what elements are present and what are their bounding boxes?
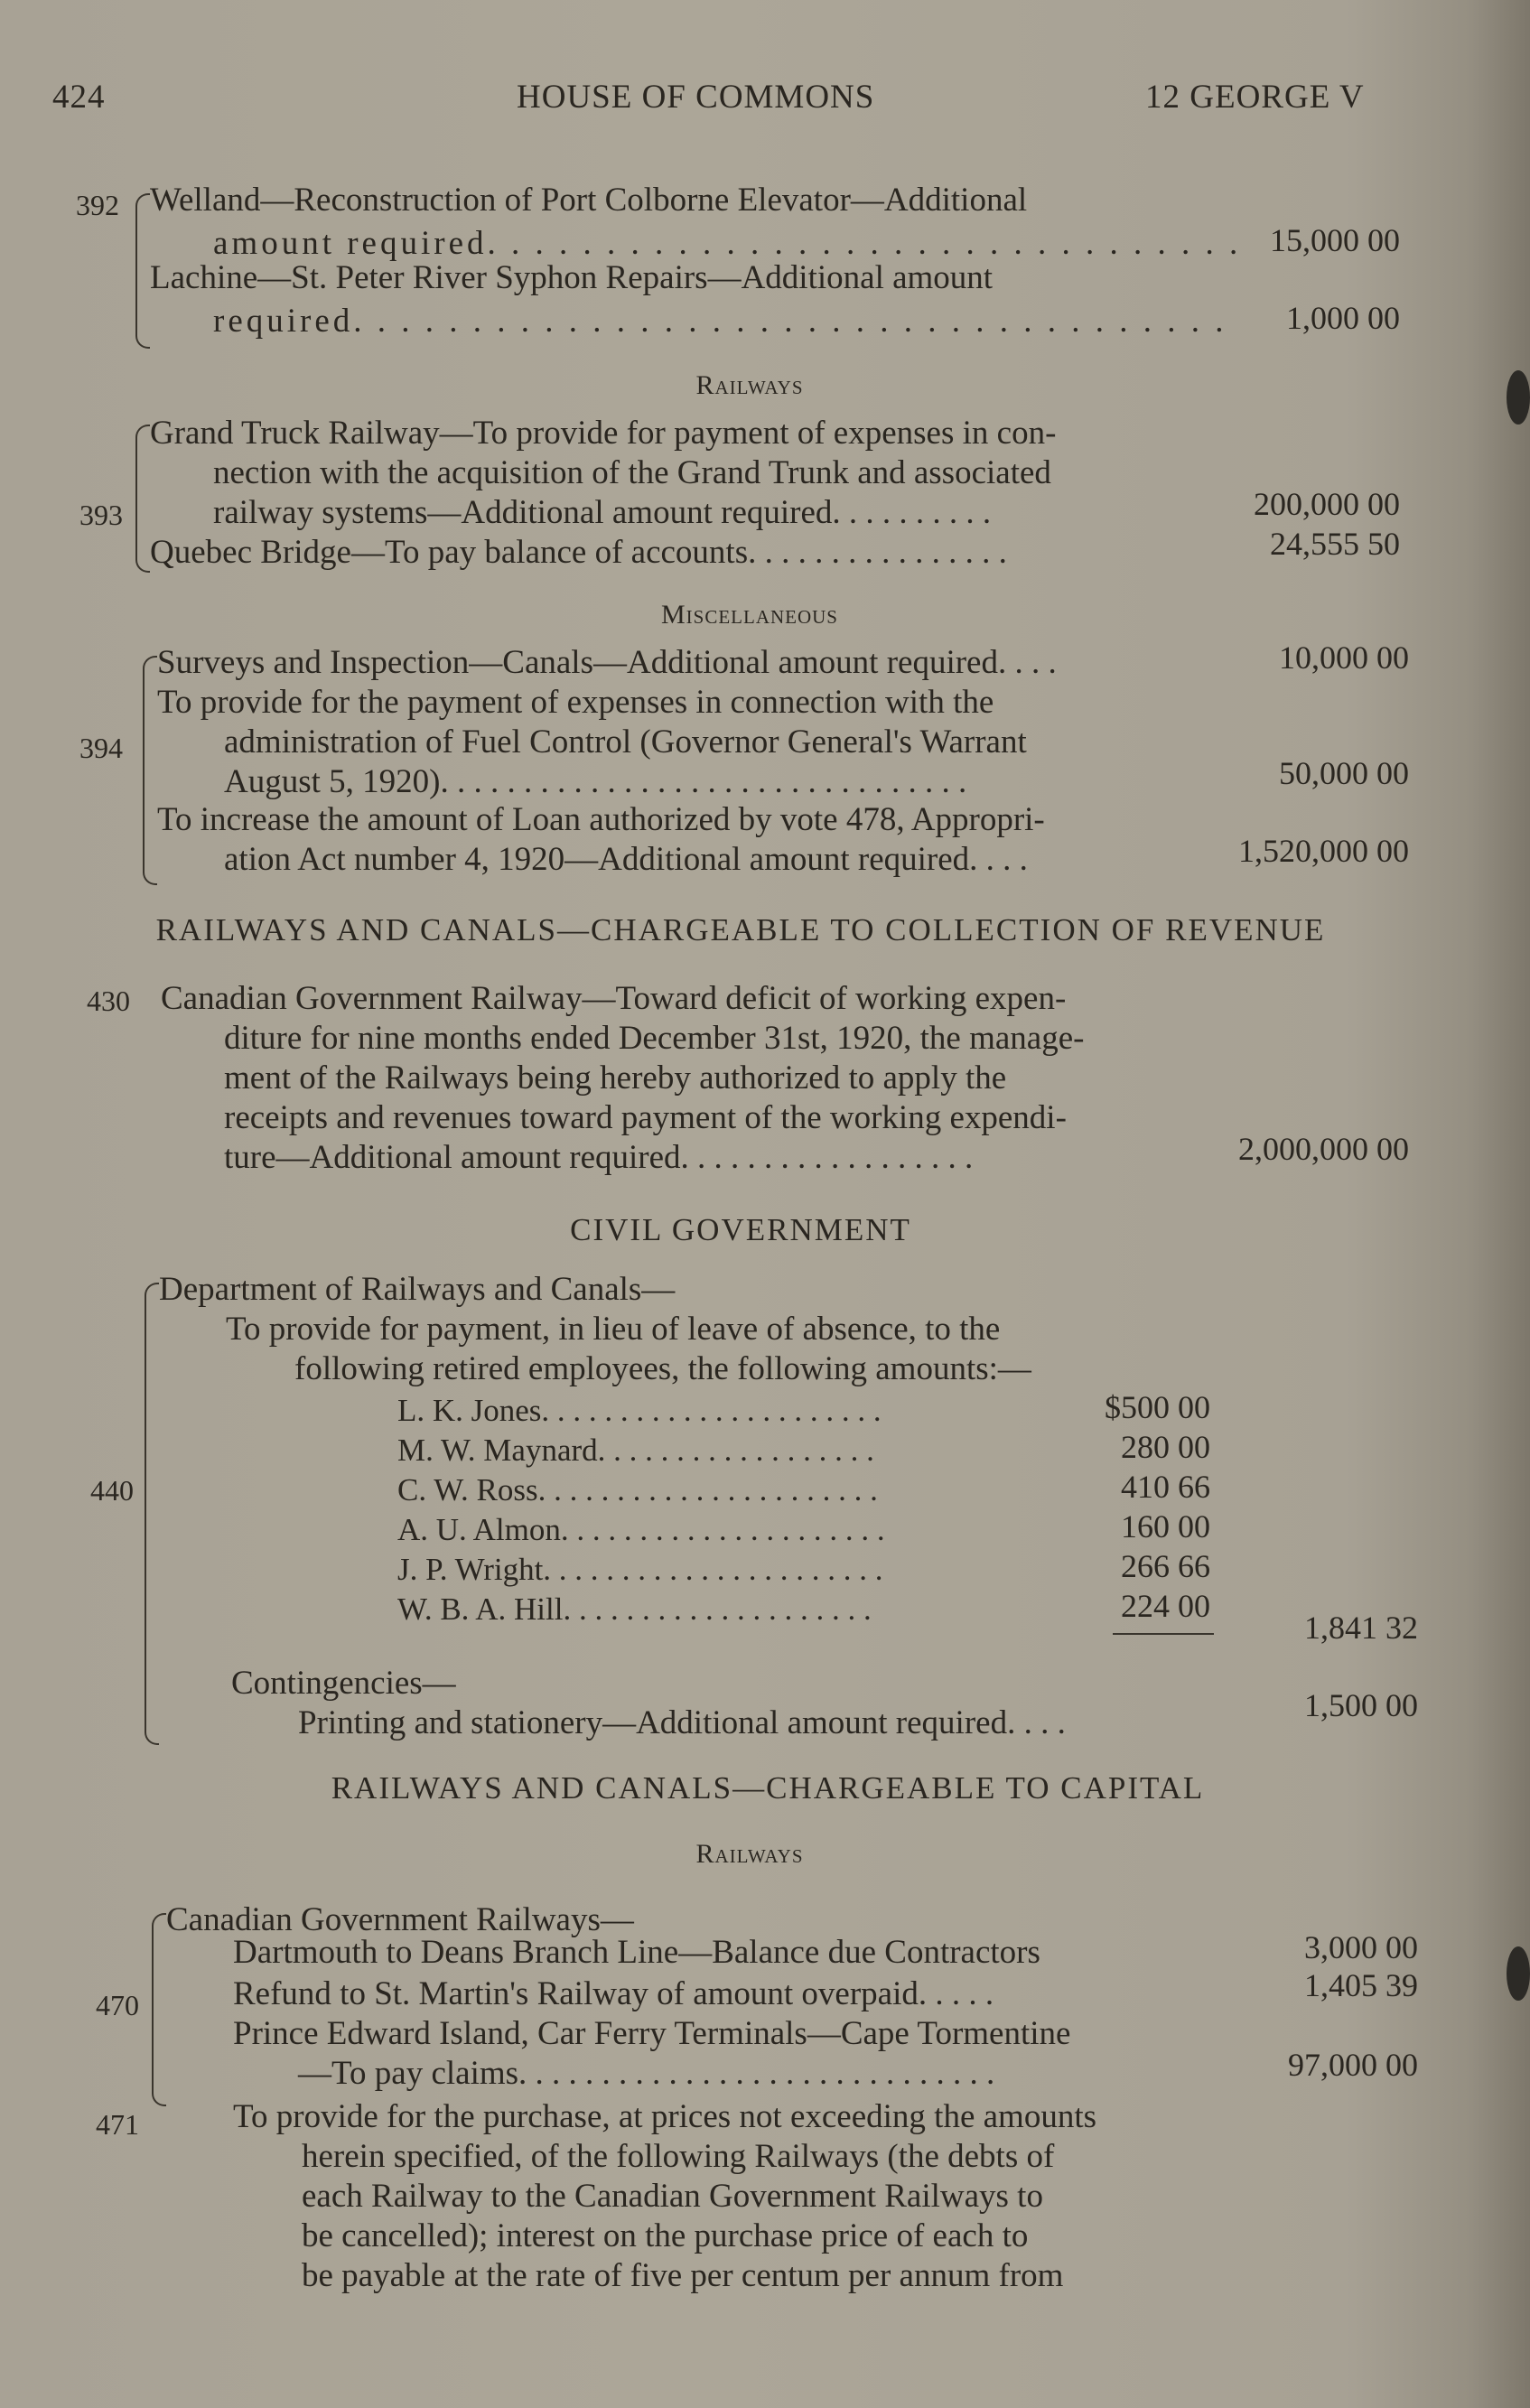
item-393-1-line3: railway systems—Additional amount required. . . . . . . . . .: [213, 494, 992, 531]
employee-amount-4: 160 00: [1121, 1508, 1210, 1545]
vote-number-470: 470: [96, 1989, 139, 2021]
item-393-1-line2: nection with the acquisition of the Grand Trunk and associated: [213, 454, 1051, 491]
vote-number-430: 430: [87, 985, 130, 1017]
item-430-line1: Canadian Government Railway—Toward deficit of working expen-: [161, 980, 1067, 1017]
amount-394-3: 1,520,000 00: [1238, 833, 1409, 869]
item-394-2-line3: August 5, 1920). . . . . . . . . . . . . . . . . . . . . . . . . . . . . . . .: [224, 763, 967, 800]
vote-number-393: 393: [79, 499, 123, 531]
rc-revenue-heading: RAILWAYS AND CANALS—CHARGEABLE TO COLLECTION OF REVENUE: [155, 912, 1326, 947]
item-471-line5: be payable at the rate of five per centum per annum from: [302, 2257, 1064, 2294]
brace-394: [143, 656, 157, 885]
railways-heading-2: Railways: [695, 1839, 804, 1869]
brace-470: [152, 1913, 166, 2106]
item-392-1-line2: amount required. . . . . . . . . . . . . . . . . . . . . . . . . . . . . . . .: [213, 225, 1242, 262]
employee-name-6: W. B. A. Hill. . . . . . . . . . . . . . . . . . . .: [397, 1591, 872, 1627]
reign-label: 12 GEORGE V: [1145, 79, 1365, 116]
employee-amount-6: 224 00: [1121, 1588, 1210, 1624]
item-471-line4: be cancelled); interest on the purchase price of each to: [302, 2217, 1029, 2254]
employee-amount-3: 410 66: [1121, 1469, 1210, 1505]
brace-392: [135, 193, 150, 349]
brace-393: [135, 425, 150, 573]
amount-394-2: 50,000 00: [1279, 755, 1409, 791]
vote-number-392: 392: [76, 189, 119, 221]
employee-name-5: J. P. Wright. . . . . . . . . . . . . . . . . . . . . .: [397, 1552, 883, 1587]
vote-number-440: 440: [90, 1474, 134, 1507]
employee-name-2: M. W. Maynard. . . . . . . . . . . . . . . . . .: [397, 1433, 874, 1468]
item-470-3-line2: —To pay claims. . . . . . . . . . . . . . . . . . . . . . . . . . . . .: [298, 2055, 995, 2092]
item-392-2-line1: Lachine—St. Peter River Syphon Repairs—Additional amount: [150, 259, 994, 296]
item-392-2-line2: required. . . . . . . . . . . . . . . . . . . . . . . . . . . . . . . . . . . . .: [213, 303, 1227, 340]
employee-amount-1: $500 00: [1105, 1389, 1210, 1425]
subtotal-440: 1,841 32: [1304, 1610, 1418, 1646]
amount-440-printing: 1,500 00: [1304, 1687, 1418, 1723]
running-title: HOUSE OF COMMONS: [517, 79, 875, 116]
amount-392-2: 1,000 00: [1286, 300, 1400, 336]
cgr-header: Canadian Government Railways—: [166, 1901, 634, 1938]
amount-393-1: 200,000 00: [1254, 486, 1400, 522]
item-470-1: Dartmouth to Deans Branch Line—Balance due Contractors: [233, 1934, 1040, 1971]
amount-470-3: 97,000 00: [1288, 2047, 1418, 2083]
civil-government-heading: CIVIL GOVERNMENT: [570, 1212, 911, 1247]
item-393-1-line1: Grand Truck Railway—To provide for payment of expenses in con-: [150, 415, 1057, 452]
employee-name-3: C. W. Ross. . . . . . . . . . . . . . . . . . . . . .: [397, 1472, 878, 1507]
brace-440: [145, 1283, 159, 1745]
railways-heading: Railways: [695, 370, 804, 400]
employee-name-1: L. K. Jones. . . . . . . . . . . . . . . . . . . . . .: [397, 1393, 882, 1428]
vote-number-394: 394: [79, 732, 123, 764]
item-470-2: Refund to St. Martin's Railway of amount overpaid. . . . .: [233, 1975, 994, 2012]
amount-394-1: 10,000 00: [1279, 639, 1409, 676]
item-471-line1: To provide for the purchase, at prices not exceeding the amounts: [233, 2098, 1097, 2135]
item-471-line2: herein specified, of the following Railways (the debts of: [302, 2138, 1055, 2175]
item-430-line2: diture for nine months ended December 31st, 1920, the manage-: [224, 1020, 1085, 1057]
item-430-line4: receipts and revenues toward payment of the working expendi-: [224, 1099, 1067, 1136]
dept-railways-canals: Department of Railways and Canals—: [159, 1271, 676, 1308]
amount-393-2: 24,555 50: [1270, 526, 1400, 562]
employee-amount-5: 266 66: [1121, 1548, 1210, 1584]
contingencies-label: Contingencies—: [231, 1665, 456, 1702]
amount-470-2: 1,405 39: [1304, 1967, 1418, 2003]
item-394-3-line1: To increase the amount of Loan authorized by vote 478, Appropri-: [157, 801, 1045, 838]
item-440-line1: To provide for payment, in lieu of leave of absence, to the: [226, 1311, 1001, 1348]
miscellaneous-heading: Miscellaneous: [660, 600, 838, 630]
rc-capital-heading: RAILWAYS AND CANALS—CHARGEABLE TO CAPITAL: [331, 1770, 1205, 1806]
item-394-3-line2: ation Act number 4, 1920—Additional amount required. . . .: [224, 841, 1028, 878]
item-394-2-line1: To provide for the payment of expenses in connection with the: [157, 684, 994, 721]
amount-392-1: 15,000 00: [1270, 222, 1400, 258]
employee-name-4: A. U. Almon. . . . . . . . . . . . . . . . . . . . .: [397, 1512, 885, 1547]
amount-470-1: 3,000 00: [1304, 1929, 1418, 1965]
item-394-1-line1: Surveys and Inspection—Canals—Additional amount required. . . .: [157, 644, 1057, 681]
printing-stationery-item: Printing and stationery—Additional amount required. . . .: [298, 1704, 1066, 1741]
item-470-3-line1: Prince Edward Island, Car Ferry Terminals—Cape Tormentine: [233, 2015, 1071, 2052]
vote-number-471: 471: [96, 2108, 139, 2141]
item-392-1-line1: Welland—Reconstruction of Port Colborne Elevator—Additional: [150, 182, 1028, 219]
page-number: 424: [52, 79, 106, 116]
employee-amount-2: 280 00: [1121, 1429, 1210, 1465]
item-394-2-line2: administration of Fuel Control (Governor General's Warrant: [224, 723, 1027, 761]
item-430-line3: ment of the Railways being hereby authorized to apply the: [224, 1059, 1007, 1097]
amount-430: 2,000,000 00: [1238, 1131, 1409, 1167]
item-471-line3: each Railway to the Canadian Government Railways to: [302, 2178, 1043, 2215]
subtotal-rule: [1113, 1633, 1214, 1635]
item-430-line5: ture—Additional amount required. . . . . . . . . . . . . . . . . .: [224, 1139, 974, 1176]
item-393-2-line1: Quebec Bridge—To pay balance of accounts. . . . . . . . . . . . . . . .: [150, 534, 1007, 571]
item-440-line2: following retired employees, the following amounts:—: [294, 1350, 1031, 1387]
